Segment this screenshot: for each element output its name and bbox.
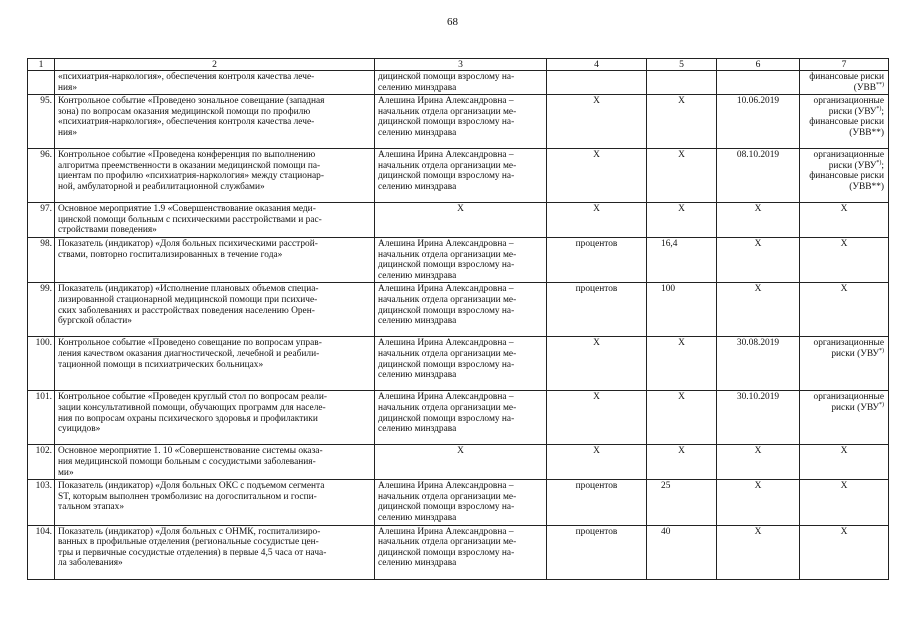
- page-number: 68: [447, 16, 458, 28]
- row-description: Контрольное событие «Проведено зональное совещание (западная зона) по вопросам оказания медицинской помощи по профилю «психиатрия-наркология», обеспечения контроля качества лече- ния»: [55, 95, 375, 149]
- row-description: Основное мероприятие 1.9 «Совершенствование оказания меди- цинской помощи больным с психическими расстройствами и рас- стройствами поведения»: [55, 203, 375, 238]
- row-unit: процентов: [547, 480, 647, 525]
- row-unit: Х: [547, 445, 647, 480]
- table-row: [28, 283, 889, 337]
- row-description: Показатель (индикатор) «Исполнение плановых объемов специа- лизированной стационарной медицинской помощи при психиче- ских заболеваниях и расстройствах поведения населению Орен- бургской области»: [55, 283, 375, 337]
- header-col-4: 4: [547, 59, 647, 71]
- row-unit: процентов: [547, 237, 647, 282]
- row-number: 101.: [28, 391, 55, 445]
- table-row: [28, 525, 889, 579]
- row-number: 99.: [28, 283, 55, 337]
- row-value: 16,4: [647, 237, 717, 282]
- table-row: [28, 391, 889, 445]
- row-number: 96.: [28, 149, 55, 203]
- row-value: Х: [647, 203, 717, 238]
- row-description: Контрольное событие «Проведен круглый стол по вопросам реали- зации консультативной помощи, обучающих программ для населе- ния по вопросам охраны психического здоровья и профилактики суицидов»: [55, 391, 375, 445]
- row-date: Х: [717, 237, 800, 282]
- row-value: Х: [647, 337, 717, 391]
- row-number: 104.: [28, 525, 55, 579]
- row-description: «психиатрия-наркология», обеспечения контроля качества лече- ния»: [55, 71, 375, 95]
- row-value: Х: [647, 445, 717, 480]
- row-number: 103.: [28, 480, 55, 525]
- row-responsible: Алешина Ирина Александровна – начальник отдела организации ме- дицинской помощи взрослому на- селению минздрава: [375, 337, 547, 391]
- row-number: 100.: [28, 337, 55, 391]
- row-responsible: Алешина Ирина Александровна – начальник отдела организации ме- дицинской помощи взрослому на- селению минздрава: [375, 480, 547, 525]
- row-unit: [547, 71, 647, 95]
- row-responsible: Алешина Ирина Александровна – начальник отдела организации ме- дицинской помощи взрослому на- селению минздрава: [375, 237, 547, 282]
- table-row: [28, 480, 889, 525]
- row-risk: Х: [800, 237, 889, 282]
- row-date: Х: [717, 283, 800, 337]
- row-risk: организационные риски (УВУ*); финансовые риски (УВВ**): [800, 149, 889, 203]
- row-unit: процентов: [547, 283, 647, 337]
- row-value: Х: [647, 391, 717, 445]
- table-row: [28, 149, 889, 203]
- row-value: 25: [647, 480, 717, 525]
- row-description: Показатель (индикатор) «Доля больных ОКС с подъемом сегмента ST, которым выполнен тромболизис на догоспитальном и госпи- тальном этапах»: [55, 480, 375, 525]
- row-unit: Х: [547, 95, 647, 149]
- row-date: Х: [717, 480, 800, 525]
- row-risk: финансовые риски (УВВ**): [800, 71, 889, 95]
- row-responsible: Алешина Ирина Александровна – начальник отдела организации ме- дицинской помощи взрослому на- селению минздрава: [375, 95, 547, 149]
- row-unit: Х: [547, 203, 647, 238]
- row-description: Основное мероприятие 1. 10 «Совершенствование системы оказа- ния медицинской помощи больным с сосудистыми заболевания- ми»: [55, 445, 375, 480]
- row-unit: Х: [547, 337, 647, 391]
- row-value: [647, 71, 717, 95]
- row-number: 95.: [28, 95, 55, 149]
- row-number: 98.: [28, 237, 55, 282]
- row-unit: Х: [547, 149, 647, 203]
- row-responsible: дицинской помощи взрослому на- селению минздрава: [375, 71, 547, 95]
- table-row: [28, 95, 889, 149]
- header-col-7: 7: [800, 59, 889, 71]
- row-date: 30.08.2019: [717, 337, 800, 391]
- row-number: 97.: [28, 203, 55, 238]
- row-risk: Х: [800, 445, 889, 480]
- table-row: [28, 337, 889, 391]
- table-row: [28, 237, 889, 282]
- row-responsible: Алешина Ирина Александровна – начальник отдела организации ме- дицинской помощи взрослому на- селению минздрава: [375, 391, 547, 445]
- row-number: [28, 71, 55, 95]
- header-col-3: 3: [375, 59, 547, 71]
- row-unit: Х: [547, 391, 647, 445]
- row-date: Х: [717, 525, 800, 579]
- header-col-5: 5: [647, 59, 717, 71]
- header-col-2: 2: [55, 59, 375, 71]
- table-row: [28, 203, 889, 238]
- row-risk: организационные риски (УВУ*): [800, 391, 889, 445]
- row-date: Х: [717, 445, 800, 480]
- row-responsible: Х: [375, 445, 547, 480]
- row-value: 100: [647, 283, 717, 337]
- row-risk: Х: [800, 480, 889, 525]
- row-date: [717, 71, 800, 95]
- header-row: [28, 59, 889, 71]
- row-number: 102.: [28, 445, 55, 480]
- row-description: Показатель (индикатор) «Доля больных с ОНМК, госпитализиро- ванных в профильные отделения (региональные сосудистые цен- тры и первичные сосудистые отделения) в первые 4,5 часа от нача- ла заболевания»: [55, 525, 375, 579]
- row-date: 08.10.2019: [717, 149, 800, 203]
- row-responsible: Х: [375, 203, 547, 238]
- row-risk: Х: [800, 203, 889, 238]
- table-row: [28, 71, 889, 95]
- row-risk: Х: [800, 283, 889, 337]
- row-risk: организационные риски (УВУ*): [800, 337, 889, 391]
- row-description: Показатель (индикатор) «Доля больных психическими расстрой- ствами, повторно госпитализированных в течение года»: [55, 237, 375, 282]
- row-date: 30.10.2019: [717, 391, 800, 445]
- row-date: Х: [717, 203, 800, 238]
- row-description: Контрольное событие «Проведено совещание по вопросам управ- ления качеством оказания диагностической, лечебной и реабили- тационной помощи в психиатрических больницах»: [55, 337, 375, 391]
- row-responsible: Алешина Ирина Александровна – начальник отдела организации ме- дицинской помощи взрослому на- селению минздрава: [375, 283, 547, 337]
- header-col-6: 6: [717, 59, 800, 71]
- table-row: [28, 445, 889, 480]
- activities-table: [27, 58, 889, 580]
- row-responsible: Алешина Ирина Александровна – начальник отдела организации ме- дицинской помощи взрослому на- селению минздрава: [375, 525, 547, 579]
- row-description: Контрольное событие «Проведена конференция по выполнению алгоритма преемственности в оказании медицинской помощи па- циентам по профилю «психиатрия-наркология» между стационар- ной, амбулаторной и реабилитационной службами»: [55, 149, 375, 203]
- row-risk: организационные риски (УВУ*); финансовые риски (УВВ**): [800, 95, 889, 149]
- row-value: Х: [647, 95, 717, 149]
- row-date: 10.06.2019: [717, 95, 800, 149]
- row-unit: процентов: [547, 525, 647, 579]
- row-responsible: Алешина Ирина Александровна – начальник отдела организации ме- дицинской помощи взрослому на- селению минздрава: [375, 149, 547, 203]
- row-value: Х: [647, 149, 717, 203]
- row-risk: Х: [800, 525, 889, 579]
- row-value: 40: [647, 525, 717, 579]
- header-col-1: 1: [28, 59, 55, 71]
